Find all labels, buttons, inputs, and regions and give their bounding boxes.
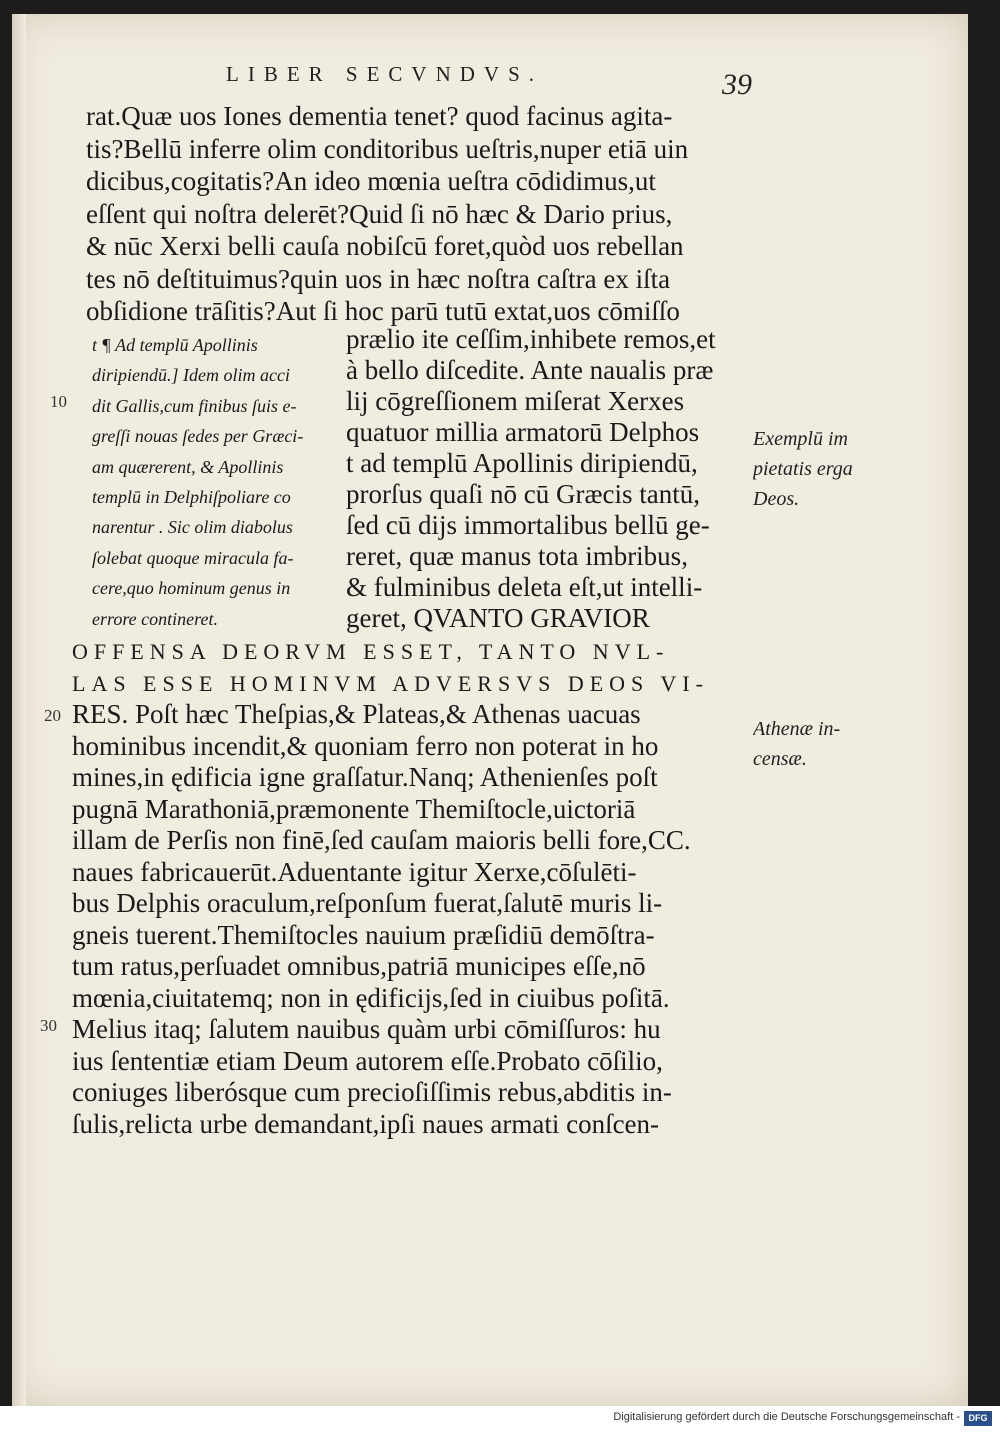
funding-credit: Digitalisierung gefördert durch die Deutsche Forschungsgemeinschaft - [613,1411,960,1423]
margin-note-line: Athenæ in- [753,718,841,740]
dfg-logo: DFG [964,1411,992,1426]
gloss-line: errore contineret. [92,608,218,629]
page-number: 39 [722,68,752,101]
text-line: & fulminibus deleta eſt,ut intelli- [346,572,703,602]
margin-note-line: Exemplū im [753,428,848,450]
margin-note-athenae [753,714,871,774]
text-line: coniuges liberósque cum precioſiſſimis rebus,abditis in- [72,1077,672,1107]
text-line: gneis tuerent.Themiſtocles nauium præſidiū demōſtra- [72,919,655,950]
line-number-30: 30 [40,1016,57,1035]
text-line: t ad templū Apollinis diripiendū, [346,448,698,478]
text-line: tes nō deſtituimus?quin uos in hæc noſtra caſtra ex iſta [86,263,671,294]
top-text-block [86,100,750,328]
text-line: ius ſententiæ etiam Deum autorem eſſe.Probato cōſilio, [72,1045,663,1076]
text-line: mines,in ędificia igne graſſatur.Nanq; Athenienſes poſt [72,762,658,792]
text-line: prælio ite ceſſim,inhibete remos,et [346,324,716,354]
text-line: mœnia,ciuitatemq; non in ędificijs,ſed in ciuibus poſitā. [72,982,670,1013]
text-line: Melius itaq; ſalutem nauibus quàm urbi cōmiſſuros: hu [72,1014,661,1044]
text-line: geret, QVANTO GRAVIOR [346,603,650,633]
text-line: ſulis,relicta urbe demandant,ipſi naues armati conſcen- [72,1108,660,1139]
text-line: à bello diſcedite. Ante naualis præ [346,355,714,385]
gloss-line: dit Gallis,cum finibus ſuis e- [92,395,297,416]
page-edge [12,14,26,1406]
margin-note-line: pietatis erga [753,458,853,480]
text-line: naues fabricauerūt.Aduentante igitur Xerxe,cōſulēti- [72,856,637,887]
text-line-capitals: OFFENSA DEORVM ESSET, TANTO NVL- [72,639,670,664]
text-line-capitals: LAS ESSE HOMINVM ADVERSVS DEOS VI- [72,670,709,696]
gloss-line: t ¶ Ad templū Apollinis [92,335,258,355]
text-line: lij cōgreſſionem miſerat Xerxes [346,386,685,416]
running-head: LIBER SECVNDVS. [226,62,544,86]
gloss-line: cere,quo hominum genus in [92,578,291,599]
text-line: pugnā Marathoniā,præmonente Themiſtocle,uictoriā [72,793,636,824]
side-gloss [92,330,342,634]
text-line: tis?Bellū inferre olim conditoribus ueſtris,nuper etiā uin [86,133,689,164]
right-column-text [346,324,746,634]
line-number-10: 10 [50,392,67,411]
text-line: eſſent qui noſtra delerēt?Quid ſi nō hæc & Dario prius, [86,198,673,229]
margin-note-line: Deos. [753,488,800,510]
gloss-line: narentur . Sic olim diabolus [92,517,293,538]
text-line: reret, quæ manus tota imbribus, [346,541,688,571]
text-line: hominibus incendit,& quoniam ferro non poterat in ho [72,730,659,761]
gloss-line: templū in Delphiſpoliare co [92,486,291,507]
gloss-line: diripiendū.] Idem olim acci [92,365,290,386]
text-line: & nūc Xerxi belli cauſa nobiſcū foret,quòd uos rebellan [86,231,684,261]
margin-note-exemplum [753,424,871,514]
bottom-text-block [72,636,742,1140]
text-line: dicibus,cogitatis?An ideo mœnia ueſtra cōdidimus,ut [86,166,656,196]
text-line: RES. Poſt hæc Theſpias,& Plateas,& Athenas uacuas [72,699,641,729]
text-line: rat.Quæ uos Iones dementia tenet? quod facinus agita- [86,101,673,131]
margin-note-line: censæ. [753,748,807,770]
text-line: ſed cū dijs immortalibus bellū ge- [346,510,710,540]
gloss-line: greſſi nouas ſedes per Græci- [92,426,304,447]
text-line: bus Delphis oraculum,reſponſum fuerat,ſalutē muris li- [72,888,663,918]
text-line: illam de Perſis non finē,ſed cauſam maioris belli fore,CC. [72,825,691,855]
text-line: prorſus quaſi nō cū Græcis tantū, [346,479,700,509]
footer-bar [0,1406,1000,1432]
text-line: obſidione trāſitis?Aut ſi hoc parū tutū extat,uos cōmiſſo [86,296,680,326]
line-number-20: 20 [44,706,61,725]
gloss-line: ſolebat quoque miracula fa- [92,547,294,568]
gloss-line: am quærerent, & Apollinis [92,456,284,477]
text-line: quatuor millia armatorū Delphos [346,417,700,447]
text-line: tum ratus,perſuadet omnibus,patriā municipes eſſe,nō [72,951,646,981]
